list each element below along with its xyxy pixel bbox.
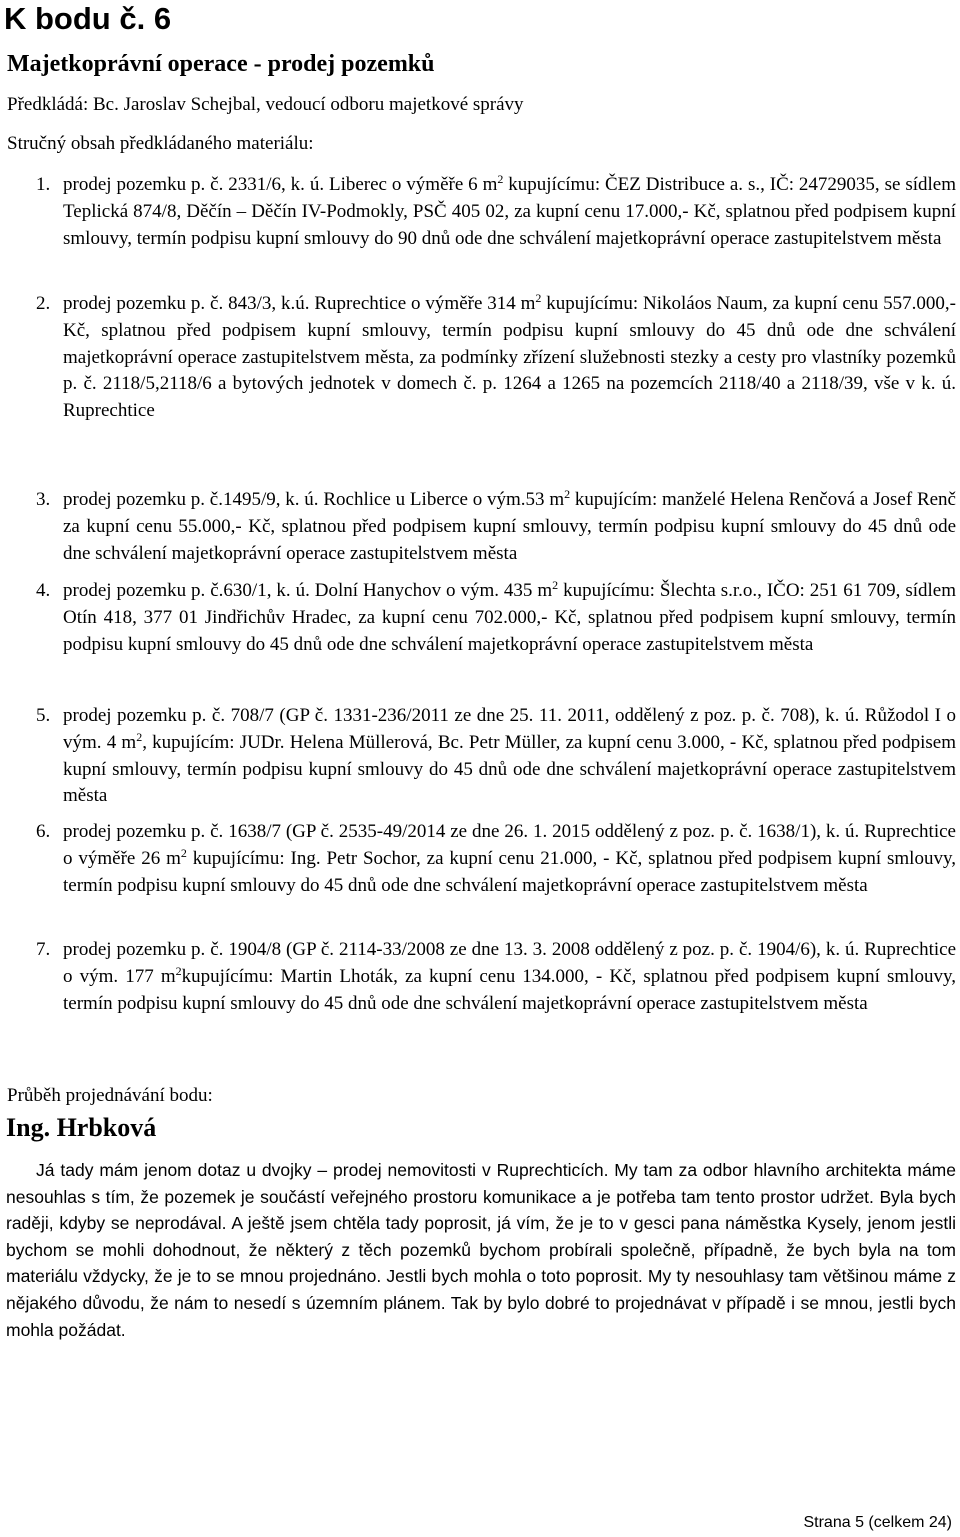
list-item-number: 4. [36,580,51,601]
presenter-line: Předkládá: Bc. Jaroslav Schejbal, vedoucí odboru majetkové správy [7,94,524,115]
page-footer: Strana 5 (celkem 24) [803,1514,952,1531]
list-item-3 [36,487,956,567]
list-item-text: prodej pozemku p. č. 1638/7 (GP č. 2535-49/2014 ze dne 26. 1. 2015 oddělený z poz. p. č. 1638/1), k. ú. Ruprechtice o výměře 26 $m^2$ kupujícímu: Ing. Petr Sochor, za kupní cenu 21.000, - Kč, splatnou před podpisem kupní smlouvy, termín podpisu kupní smlouvy do 45 dnů ode dne schválení majetkoprávní operace zastupitelstvem města [63,821,956,896]
list-item-1 [36,172,956,252]
list-item-4 [36,578,956,658]
summary-label: Stručný obsah předkládaného materiálu: [7,133,314,154]
list-item-text: prodej pozemku p. č.1495/9, k. ú. Rochlice u Liberce o vým.53 $m^2$ kupujícím: manželé Helena Renčová a Josef Renč za kupní cenu 55.000,- Kč, splatnou před podpisem kupní smlouvy, termín podpisu kupní smlouvy do 45 dnů ode dne schválení majetkoprávní operace zastupitelstvem města [63,487,956,564]
list-item-2 [36,291,956,425]
list-item-7 [36,937,956,1017]
discussion-label: Průběh projednávání bodu: [7,1085,213,1106]
list-item-5 [36,703,956,810]
list-item-text: prodej pozemku p. č. 708/7 (GP č. 1331-236/2011 ze dne 25. 11. 2011, oddělený z poz. p. č. 708), k. ú. Růžodol I o vým. 4 $m^2$, kupujícím: JUDr. Helena Müllerová, Bc. Petr Müller, za kupní cenu 3.000, - Kč, splatnou před podpisem kupní smlouvy, termín podpisu kupní smlouvy do 45 dnů ode dne schválení majetkoprávní operace zastupitelstvem města [63,705,956,807]
list-item-number: 2. [36,293,51,314]
list-item-text: prodej pozemku p. č. 843/3, k.ú. Ruprechtice o výměře 314 $m^2$ kupujícímu: Nikoláos Naum, za kupní cenu 557.000,- Kč, splatnou před podpisem kupní smlouvy, termín podpisu kupní smlouvy do 45 dnů ode dne schválení majetkoprávní operace zastupitelstvem města, za podmínky zřízení služebnosti stezky a cesty pro vlastníky pozemků p. č. 2118/5,2118/6 a bytových jednotek v domech č. p. 1264 a 1265 na pozemcích 2118/40 a 2118/39, vše v k. ú. Ruprechtice [63,291,956,422]
speaker-name: Ing. Hrbková [6,1113,157,1142]
list-item-number: 5. [36,705,51,726]
list-item-number: 7. [36,939,51,960]
list-item-6 [36,819,956,899]
list-item-number: 3. [36,489,51,510]
list-item-text: prodej pozemku p. č. 2331/6, k. ú. Liberec o výměře 6 $m^2$ kupujícímu: ČEZ Distribuce a. s., IČ: 24729035, se sídlem Teplická 874/8, Děčín – Děčín IV-Podmokly, PSČ 405 02, za kupní cenu 17.000,- Kč, splatnou před podpisem kupní smlouvy, termín podpisu kupní smlouvy do 90 dnů ode dne schválení majetkoprávní operace zastupitelstvem města [63,172,956,249]
list-item-number: 1. [36,174,51,195]
list-item-number: 6. [36,821,51,842]
agenda-point-heading: K bodu č. 6 [4,1,172,36]
list-item-text: prodej pozemku p. č.630/1, k. ú. Dolní Hanychov o vým. 435 $m^2$ kupujícímu: Šlechta s.r.o., IČO: 251 61 709, sídlem Otín 418, 377 01 Jindřichův Hradec, za kupní cenu 702.000,- Kč, splatnou před podpisem kupní smlouvy, termín podpisu kupní smlouvy do 45 dnů ode dne schválení majetkoprávní operace zastupitelstvem města [63,578,957,655]
list-item-text: prodej pozemku p. č. 1904/8 (GP č. 2114-33/2008 ze dne 13. 3. 2008 oddělený z poz. p. č. 1904/6), k. ú. Ruprechtice o vým. 177 $m^2kupujícímu$: Martin Lhoták, za kupní cenu 134.000, - Kč, splatnou před podpisem kupní smlouvy, termín podpisu kupní smlouvy do 45 dnů ode dne schválení majetkoprávní operace zastupitelstvem města [63,939,956,1014]
document-title: Majetkoprávní operace - prodej pozemků [7,51,435,77]
speech-paragraph: Já tady mám jenom dotaz u dvojky – prodej nemovitosti v Ruprechticích. My tam za odbor hlavního architekta máme nesouhlas s tím, že pozemek je součástí veřejného prostoru komunikace a je potřeba tam tento prostor udržet. Byla bych raději, kdyby se neprodával. A ještě jsem chtěla tady poprosit, já vím, že je to v gesci pana náměstka Kysely, jenom jestli bychom se mohli dohodnout, že některý z těch pozemků bychom probírali společně, případně, že bych byla na tom materiálu vždycky, že je to se mnou projednáno. Jestli bych mohla o toto poprosit. My ty nesouhlasy tam většinou máme z nějakého důvodu, že nám to nesedí s územním plánem. Tak by bylo dobré to projednávat v případě i se mnou, jestli bych mohla požádat. [6,1160,956,1340]
